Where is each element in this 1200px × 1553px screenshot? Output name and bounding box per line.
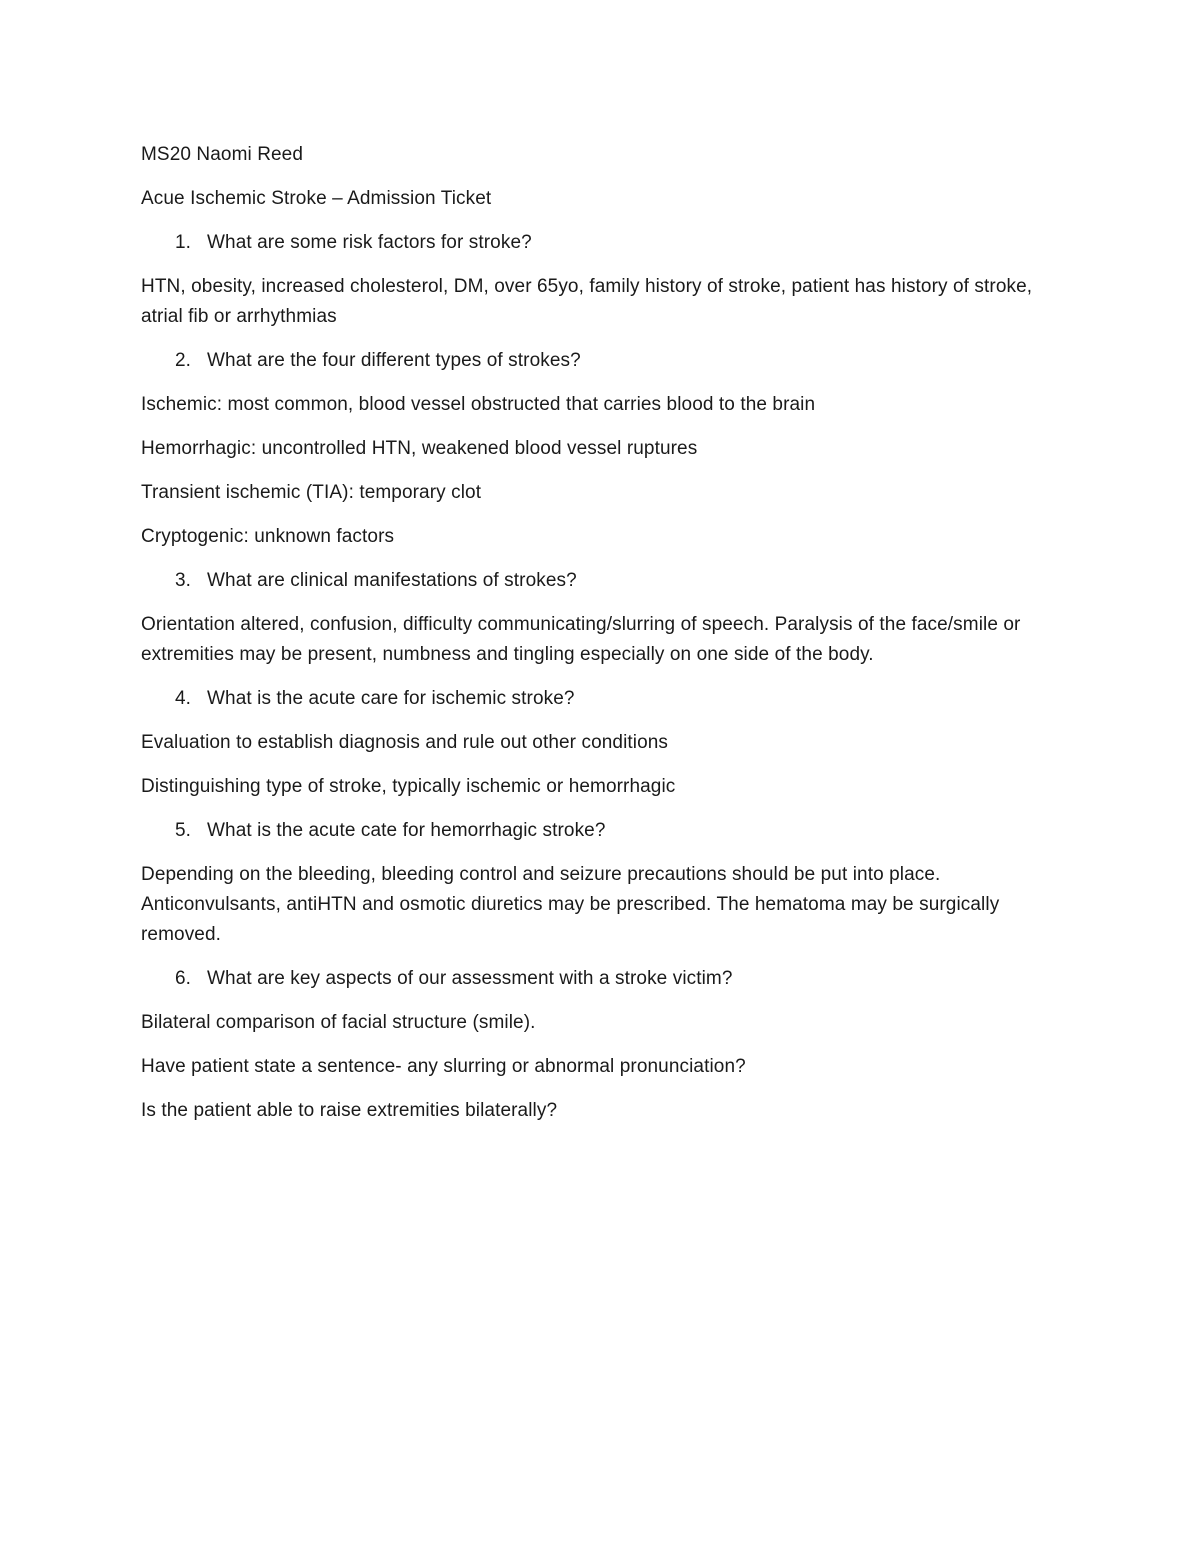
answer-paragraph: Evaluation to establish diagnosis and rule out other conditions	[141, 732, 669, 753]
answer-paragraph: Ischemic: most common, blood vessel obstructed that carries blood to the brain	[141, 394, 816, 415]
question-text: What are key aspects of our assessment with a stroke victim?	[207, 968, 733, 989]
answer-paragraph: Distinguishing type of stroke, typically ischemic or hemorrhagic	[141, 776, 676, 797]
question-4	[141, 684, 1061, 714]
answer-paragraph: Cryptogenic: unknown factors	[141, 526, 395, 547]
answer-paragraph: Is the patient able to raise extremities bilaterally?	[141, 1100, 558, 1121]
question-6	[141, 964, 1061, 994]
question-text: What are clinical manifestations of strokes?	[207, 570, 577, 591]
question-number: 6.	[175, 968, 192, 989]
document-title: Acue Ischemic Stroke – Admission Ticket	[141, 188, 492, 209]
question-number: 1.	[175, 232, 192, 253]
answer-paragraph: Transient ischemic (TIA): temporary clot	[141, 482, 482, 503]
document-body	[141, 140, 1061, 1140]
author-line: MS20 Naomi Reed	[141, 144, 304, 165]
question-2	[141, 346, 1061, 376]
answer-paragraph: Have patient state a sentence- any slurring or abnormal pronunciation?	[141, 1056, 746, 1077]
answer-paragraph: HTN, obesity, increased cholesterol, DM, over 65yo, family history of stroke, patient has history of stroke, atrial fib or arrhythmias	[141, 276, 1033, 327]
question-3	[141, 566, 1061, 596]
answer-paragraph: Orientation altered, confusion, difficulty communicating/slurring of speech. Paralysis of the face/smile or extremities may be present, numbness and tingling especially on one side of the body.	[141, 614, 1021, 665]
question-number: 4.	[175, 688, 192, 709]
question-number: 2.	[175, 350, 192, 371]
question-text: What are some risk factors for stroke?	[207, 232, 532, 253]
question-text: What is the acute cate for hemorrhagic stroke?	[207, 820, 606, 841]
answer-paragraph: Hemorrhagic: uncontrolled HTN, weakened blood vessel ruptures	[141, 438, 698, 459]
question-number: 5.	[175, 820, 192, 841]
question-text: What are the four different types of strokes?	[207, 350, 581, 371]
answer-paragraph: Depending on the bleeding, bleeding control and seizure precautions should be put into place. Anticonvulsants, antiHTN and osmotic diuretics may be prescribed. The hematoma may be surgically removed.	[141, 864, 1000, 945]
question-number: 3.	[175, 570, 192, 591]
answer-paragraph: Bilateral comparison of facial structure (smile).	[141, 1012, 536, 1033]
question-1	[141, 228, 1061, 258]
question-5	[141, 816, 1061, 846]
question-text: What is the acute care for ischemic stroke?	[207, 688, 575, 709]
